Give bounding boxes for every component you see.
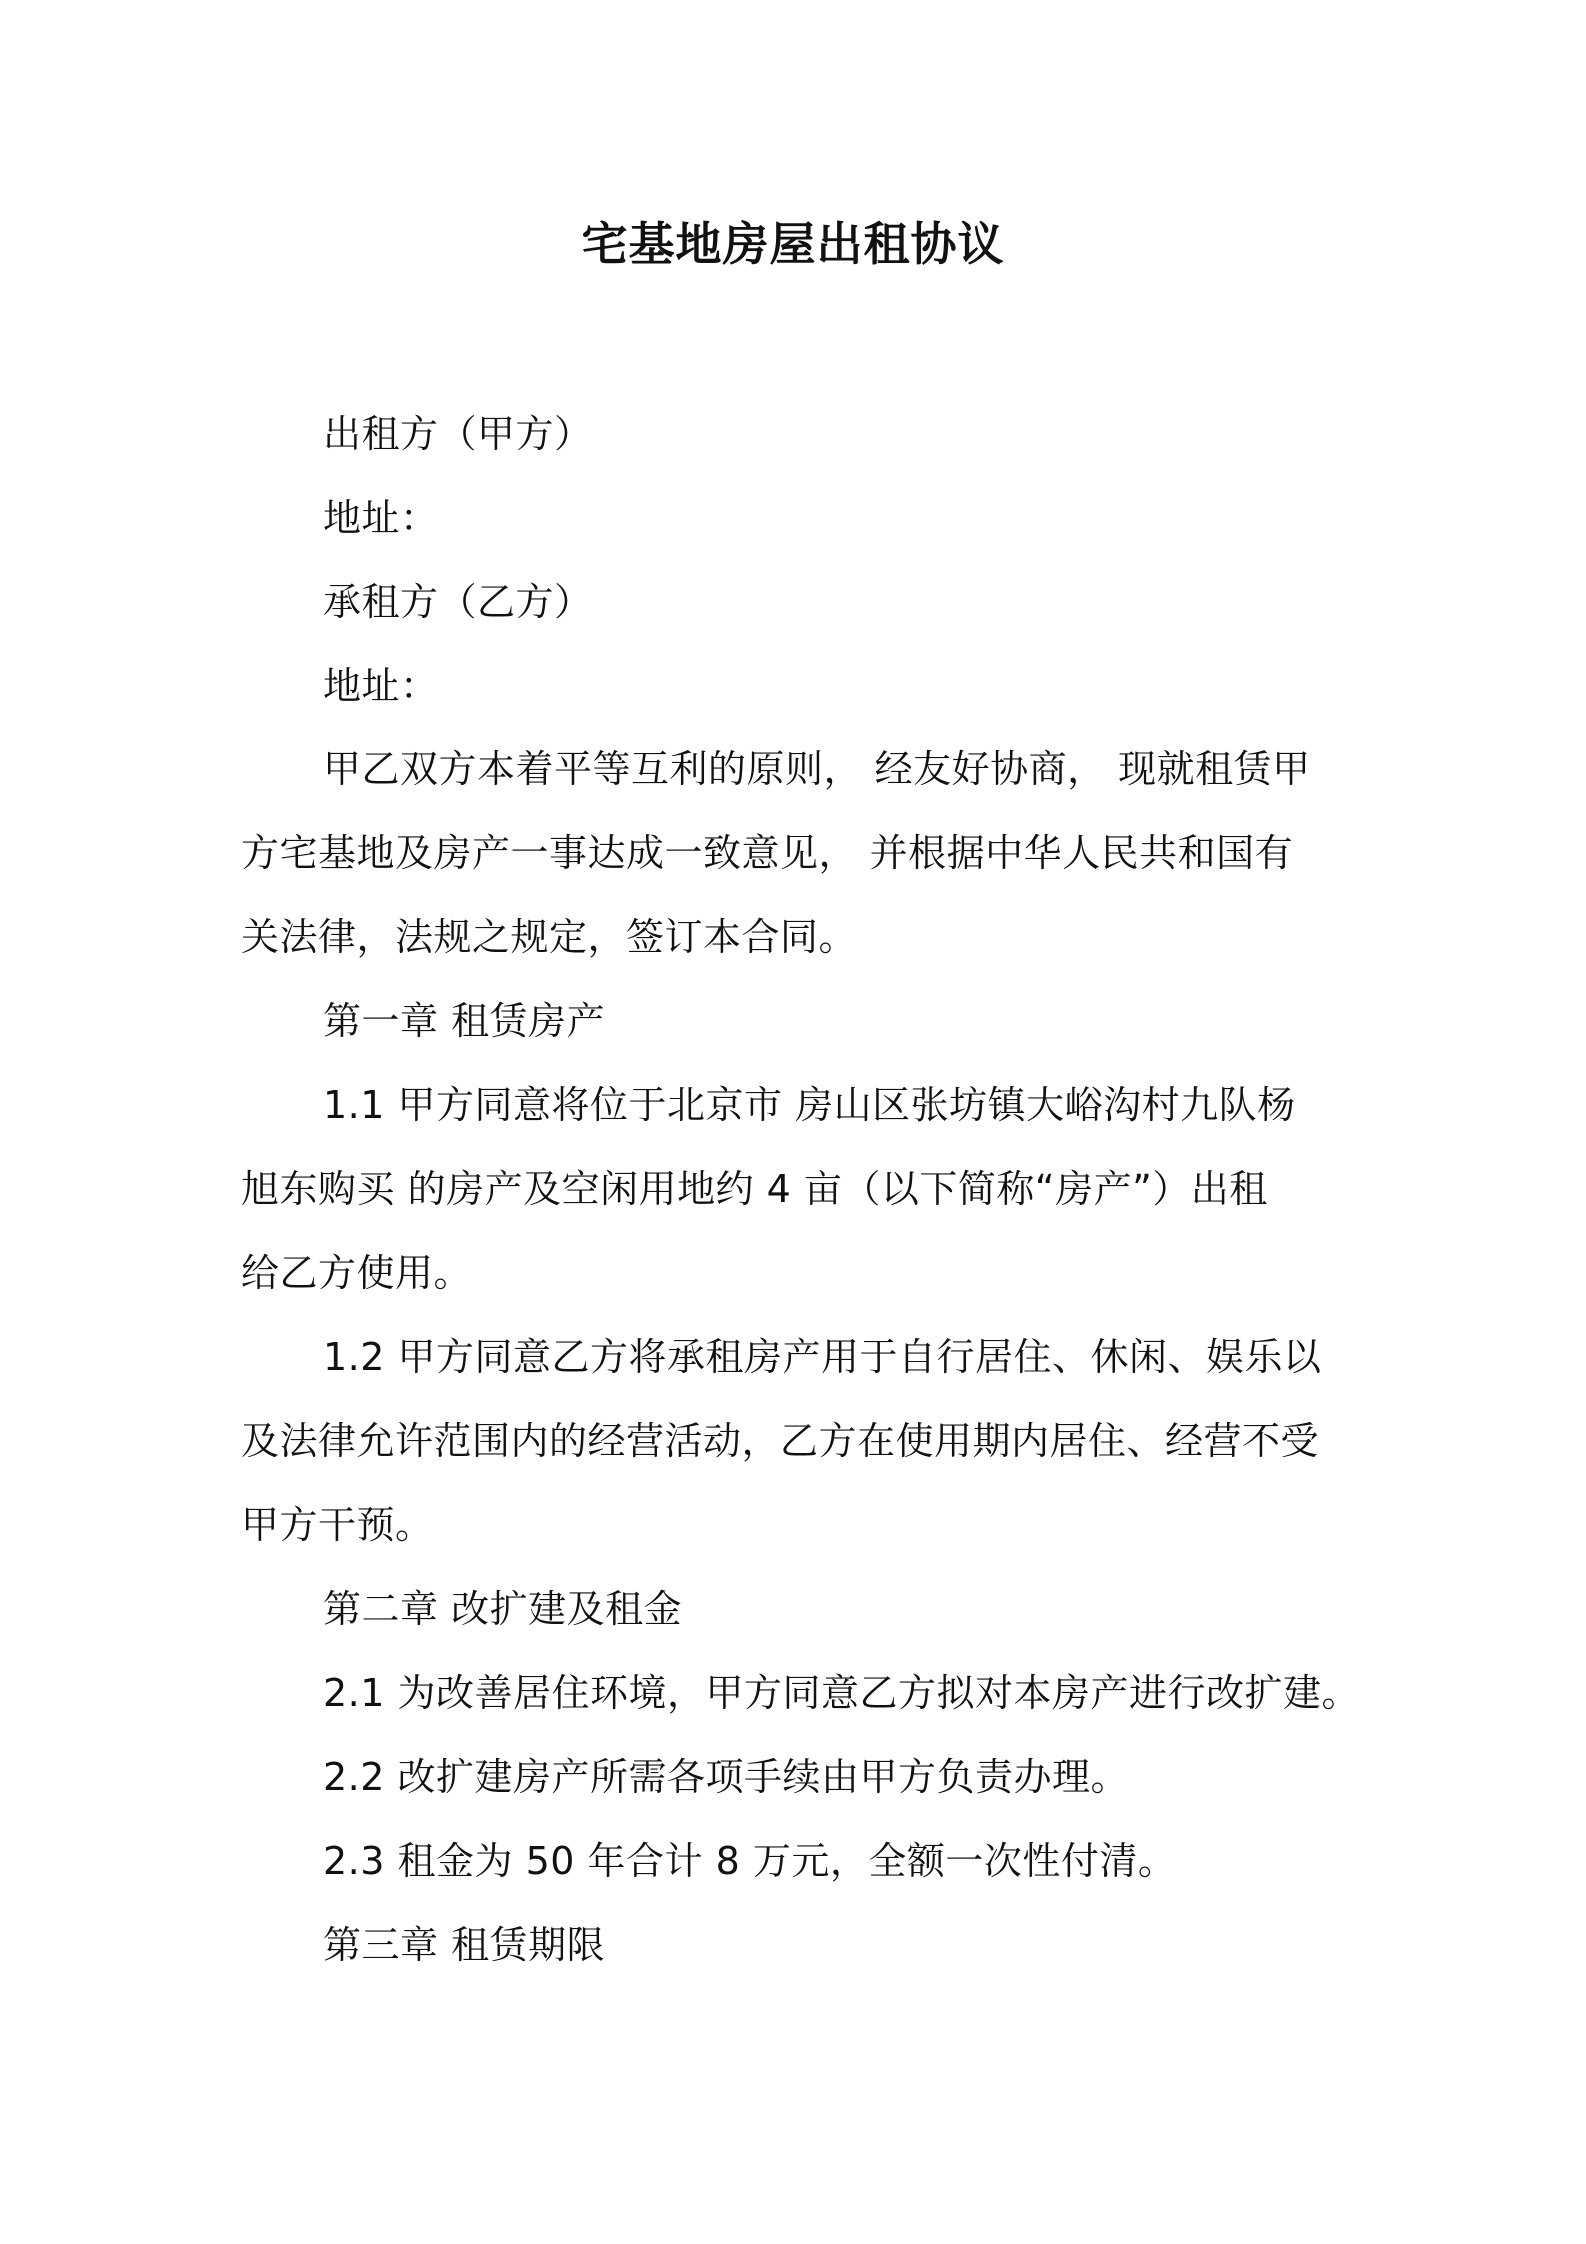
lessee-label: 承租方（乙方） [323,580,593,624]
lessor-label: 出租方（甲方） [323,412,593,456]
preamble-line-2: 方宅基地及房产一事达成一致意见， 并根据中华人民共和国有 [241,831,1294,875]
clause-1-2-line-1: 1.2 甲方同意乙方将承租房产用于自行居住、休闲、娱乐以 [323,1335,1322,1379]
clause-1-1-line-3: 给乙方使用。 [241,1251,473,1295]
chapter-3-heading: 第三章 租赁期限 [323,1923,606,1967]
clause-2-3: 2.3 租金为 50 年合计 8 万元，全额一次性付清。 [323,1839,1177,1883]
lessee-address-label: 地址： [323,664,439,708]
clause-2-2: 2.2 改扩建房产所需各项手续由甲方负责办理。 [323,1755,1130,1799]
preamble-line-3: 关法律，法规之规定，签订本合同。 [241,915,858,959]
clause-2-1: 2.1 为改善居住环境，甲方同意乙方拟对本房产进行改扩建。 [323,1671,1361,1715]
chapter-1-heading: 第一章 租赁房产 [323,999,606,1043]
clause-1-1-line-1: 1.1 甲方同意将位于北京市 房山区张坊镇大峪沟村九队杨 [323,1083,1296,1127]
chapter-2-heading: 第二章 改扩建及租金 [323,1587,683,1631]
lessor-address-label: 地址： [323,496,439,540]
preamble-line-1: 甲乙双方本着平等互利的原则， 经友好协商， 现就租赁甲 [323,747,1311,791]
clause-1-2-line-2: 及法律允许范围内的经营活动，乙方在使用期内居住、经营不受 [241,1419,1320,1463]
clause-1-1-line-2: 旭东购买 的房产及空闲用地约 4 亩（以下简称“房产”）出租 [241,1167,1268,1211]
clause-1-2-line-3: 甲方干预。 [241,1503,434,1547]
document-title: 宅基地房屋出租协议 [581,217,1005,271]
